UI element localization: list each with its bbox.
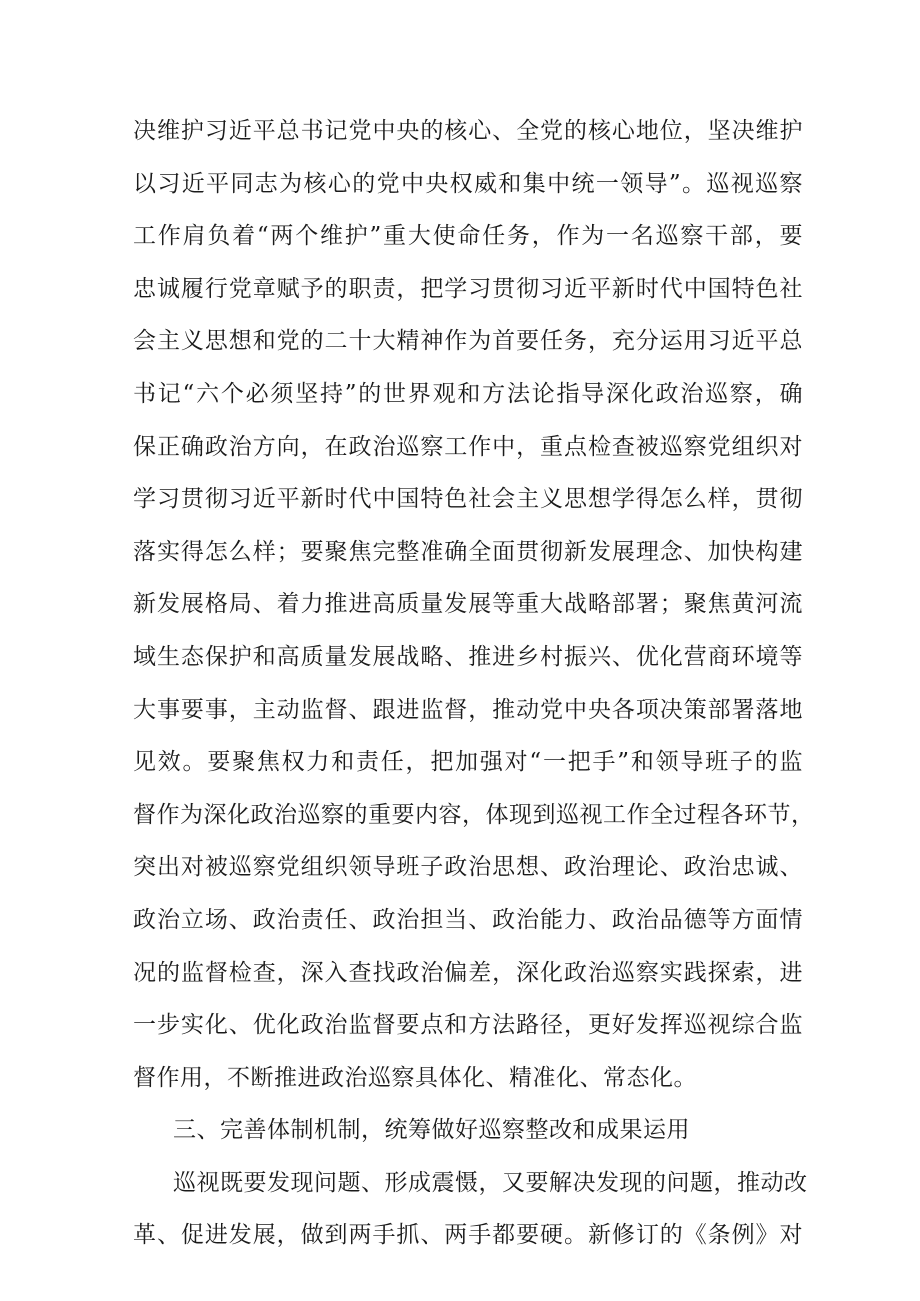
paragraph-line: 决维护习近平总书记党中央的核心、全党的核心地位，坚决维护: [133, 118, 803, 144]
paragraph-line: 域生态保护和高质量发展战略、推进乡村振兴、优化营商环境等: [133, 643, 803, 670]
document-body: [133, 105, 815, 1262]
paragraph-line: 新发展格局、着力推进高质量发展等重大战略部署；聚焦黄河流: [133, 591, 803, 618]
paragraph-line: 政治立场、政治责任、政治担当、政治能力、政治品德等方面情: [133, 906, 803, 933]
paragraph-line: 巡视既要发现问题、形成震慑，又要解决发现的问题，推动改: [173, 1169, 808, 1196]
paragraph-line: 大事要事，主动监督、跟进监督，推动党中央各项决策部署落地: [133, 696, 803, 723]
section-heading: 三、完善体制机制，统筹做好巡察整改和成果运用: [173, 1117, 690, 1144]
paragraph-line: 保正确政治方向，在政治巡察工作中，重点检查被巡察党组织对: [133, 433, 803, 460]
paragraph-line: 督作为深化政治巡察的重要内容，体现到巡视工作全过程各环节，: [133, 801, 815, 828]
paragraph-line: 落实得怎么样；要聚焦完整准确全面贯彻新发展理念、加快构建: [133, 538, 803, 565]
paragraph-line: 工作肩负着“两个维护”重大使命任务，作为一名巡察干部，要: [133, 223, 803, 250]
paragraph-line: 会主义思想和党的二十大精神作为首要任务，充分运用习近平总: [133, 328, 803, 355]
paragraph-line: 况的监督检查，深入查找政治偏差，深化政治巡察实践探索，进: [133, 959, 803, 986]
paragraph-line: 督作用，不断推进政治巡察具体化、精准化、常态化。: [133, 1064, 697, 1091]
paragraph-line: 学习贯彻习近平新时代中国特色社会主义思想学得怎么样，贯彻: [133, 486, 803, 513]
paragraph-line: 一步实化、优化政治监督要点和方法路径，更好发挥巡视综合监: [133, 1012, 803, 1039]
paragraph-line: 见效。要聚焦权力和责任，把加强对“一把手”和领导班子的监: [133, 749, 803, 776]
paragraph-line: 以习近平同志为核心的党中央权威和集中统一领导”。巡视巡察: [133, 170, 803, 197]
paragraph-line: 书记“六个必须坚持”的世界观和方法论指导深化政治巡察，确: [133, 380, 803, 407]
paragraph-line: 忠诚履行党章赋予的职责，把学习贯彻习近平新时代中国特色社: [133, 275, 803, 302]
paragraph-line: 革、促进发展，做到两手抓、两手都要硬。新修订的《条例》对: [133, 1222, 803, 1249]
paragraph-line: 突出对被巡察党组织领导班子政治思想、政治理论、政治忠诚、: [133, 854, 803, 881]
